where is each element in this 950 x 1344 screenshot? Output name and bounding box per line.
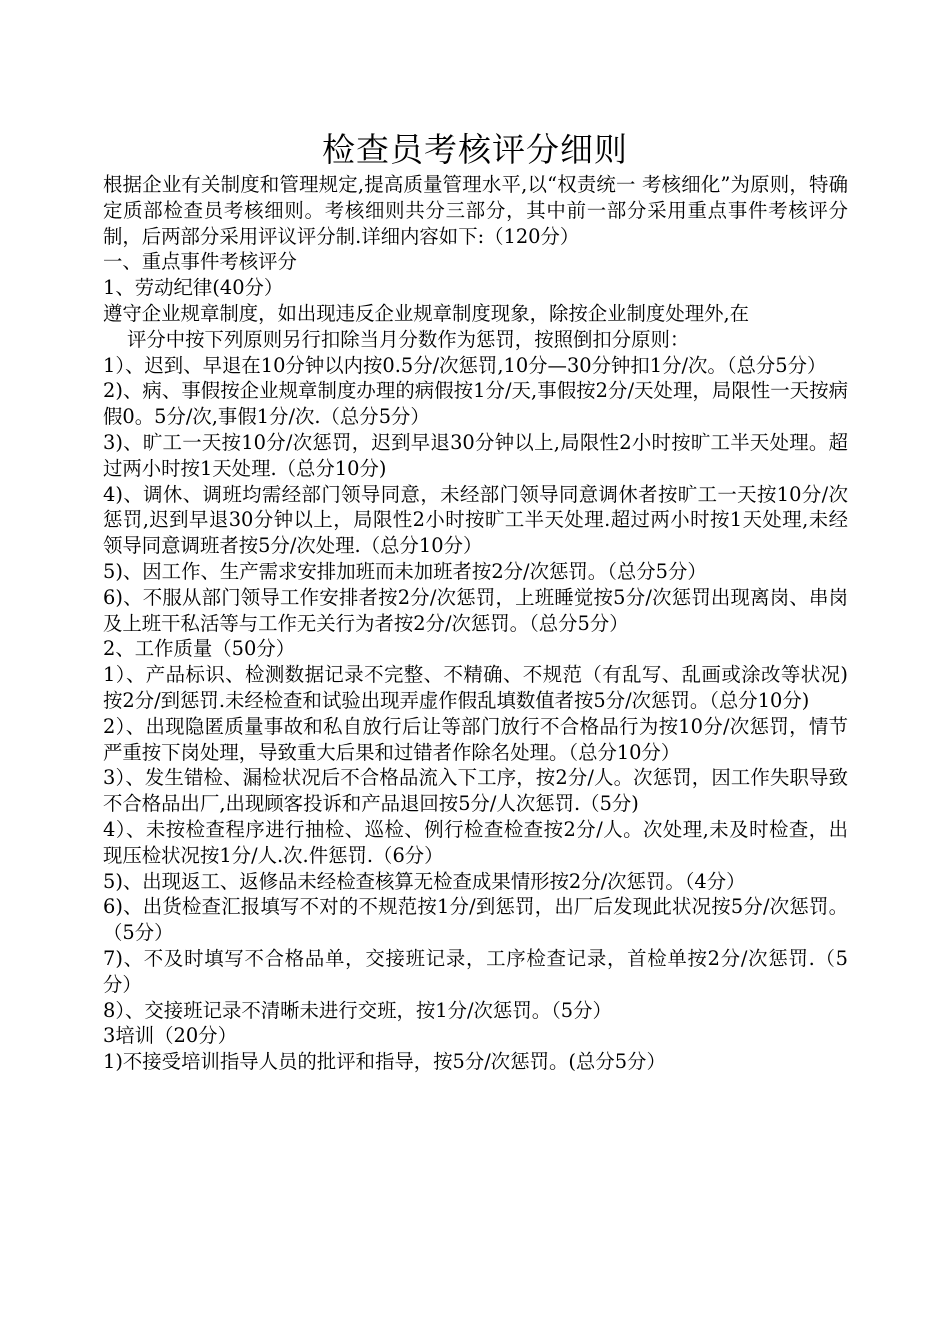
list-item: 2)、病、事假按企业规章制度办理的病假按1分/天,事假按2分/天处理，局限性一天按病假0。5分/次,事假1分/次.（总分5分） xyxy=(103,379,848,429)
list-item: 1）、产品标识、检测数据记录不完整、不精确、不规范（有乱写、乱画或涂改等状况)按2分/到惩罚.未经检查和试验出现弄虚作假乱填数值者按5分/次惩罚。（总分10分) xyxy=(103,663,848,712)
document-title: 检查员考核评分细则 xyxy=(322,130,628,169)
list-item: 2）、出现隐匿质量事故和私自放行后让等部门放行不合格品行为按10分/次惩罚，情节严重按下岗处理，导致重大后果和过错者作除名处理。（总分10分） xyxy=(103,714,848,764)
list-item: 6)、不服从部门领导工作安排者按2分/次惩罚，上班睡觉按5分/次惩罚出现离岗、串岗及上班干私活等与工作无关行为者按2分/次惩罚。（总分5分） xyxy=(103,585,848,635)
list-item: 8）、交接班记录不清晰未进行交班，按1分/次惩罚。（5分） xyxy=(103,998,612,1022)
section-heading: 一、重点事件考核评分 xyxy=(103,250,297,274)
document-body xyxy=(103,172,848,1075)
part-heading-discipline: 1、劳动纪律(40分） xyxy=(103,276,284,300)
part-heading-training: 3培训（20分） xyxy=(103,1024,237,1048)
list-item: 3)、旷工一天按10分/次惩罚，迟到早退30分钟以上,局限性2小时按旷工半天处理。超过两小时按1天处理.（总分10分) xyxy=(103,430,848,480)
list-item: 3）、发生错检、漏检状况后不合格品流入下工序，按2分/人。次惩罚，因工作失职导致不合格品出厂,出现顾客投诉和产品退回按5分/人次惩罚.（5分) xyxy=(103,766,848,816)
list-item: 1)不接受培训指导人员的批评和指导，按5分/次惩罚。(总分5分） xyxy=(103,1050,666,1074)
discipline-rule-paragraph xyxy=(103,301,848,353)
list-item: 4）、未按检查程序进行抽检、巡检、例行检查检查按2分/人。次处理,未及时检查，出现压检状况按1分/人.次.件惩罚.（6分） xyxy=(103,817,848,867)
list-item: 6)、出货检查汇报填写不对的不规范按1分/到惩罚，出厂后发现此状况按5分/次惩罚。（5分） xyxy=(103,895,848,945)
list-item: 5)、出现返工、返修品未经检查核算无检查成果情形按2分/次惩罚。（4分） xyxy=(103,869,746,893)
discipline-rule-line-2: 评分中按下列原则另行扣除当月分数作为惩罚，按照倒扣分原则： xyxy=(127,327,690,351)
discipline-rule-line-1: 遵守企业规章制度，如出现违反企业规章制度现象，除按企业制度处理外,在 xyxy=(103,301,750,325)
list-item: 1）、迟到、早退在10分钟以内按0.5分/次惩罚,10分—30分钟扣1分/次。（总分5分） xyxy=(103,353,827,377)
list-item: 4)、调休、调班均需经部门领导同意，未经部门领导同意调休者按旷工一天按10分/次惩罚,迟到早退30分钟以上，局限性2小时按旷工半天处理.超过两小时按1天处理,未经领导同意调班者按5分/次处理.（总分10分） xyxy=(103,482,848,558)
list-item: 5)、因工作、生产需求安排加班而未加班者按2分/次惩罚。（总分5分） xyxy=(103,559,707,583)
list-item: 7)、不及时填写不合格品单，交接班记录，工序检查记录，首检单按2分/次惩罚.（5分） xyxy=(103,946,848,996)
part-heading-quality: 2、工作质量（50分） xyxy=(103,637,296,661)
intro-paragraph: 根据企业有关制度和管理规定,提高质量管理水平,以“权责统一 考核细化”为原则，特确定质部检查员考核细则。考核细则共分三部分，其中前一部分采用重点事件考核评分制，后两部分采用评议评分制.详细内容如下:（120分） xyxy=(103,173,848,248)
